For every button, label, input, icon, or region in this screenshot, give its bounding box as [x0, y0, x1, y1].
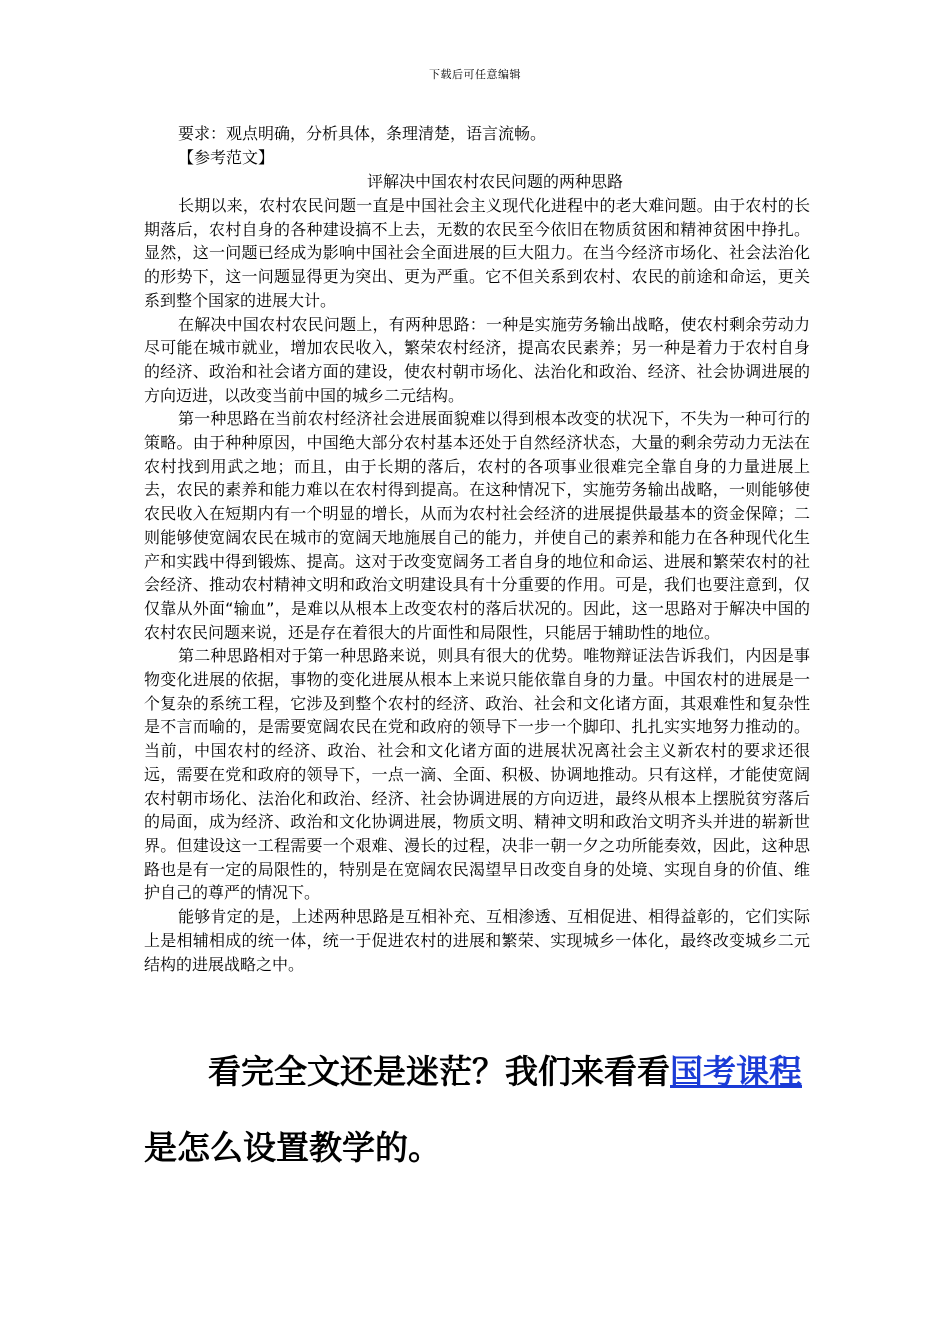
- promo-prefix: 看完全文还是迷茫？我们来看看: [208, 1052, 670, 1091]
- document-body: [144, 122, 810, 976]
- requirement-text: 要求：观点明确，分析具体，条理清楚，语言流畅。: [178, 124, 547, 143]
- course-link[interactable]: 国考课程: [670, 1052, 802, 1091]
- paragraph-4: 第二种思路相对于第一种思路来说，则具有很大的优势。唯物辩证法告诉我们，内因是事物变化进展的依据，事物的变化进展从根本上来说只能依靠自身的力量。中国农村的进展是一个复杂的系统工程，它涉及到整个农村的经济、政治、社会和文化诸方面，其艰难性和复杂性是不言而喻的，是需要宽阔农民在党和政府的领导下一步一个脚印、扎扎实实地努力推动的。当前，中国农村的经济、政治、社会和文化诸方面的进展状况离社会主义新农村的要求还很远，需要在党和政府的领导下，一点一滴、全面、积极、协调地推动。只有这样，才能使宽阔农村朝市场化、法治化和政治、经济、社会协调进展的方向迈进，最终从根本上摆脱贫穷落后的局面，成为经济、政治和文化协调进展，物质文明、精神文明和政治文明齐头并进的崭新世界。但建设这一工程需要一个艰难、漫长的过程，决非一朝一夕之功所能奏效，因此，这种思路也是有一定的局限性的，特别是在宽阔农民渴望早日改变自身的处境、实现自身的价值、维护自己的尊严的情况下。: [144, 646, 810, 903]
- promo-line-2: 是怎么设置教学的。: [144, 1128, 441, 1167]
- page-header-note: 下载后可任意编辑: [429, 68, 521, 81]
- reference-label: 【参考范文】: [178, 148, 275, 167]
- promo-line-1: [144, 1052, 888, 1092]
- essay-title: 评解决中国农村农民问题的两种思路: [366, 172, 623, 191]
- paragraph-2: 在解决中国农村农民问题上，有两种思路：一种是实施劳务输出战略，使农村剩余劳动力尽可能在城市就业，增加农民收入，繁荣农村经济，提高农民素养；另一种是着力于农村自身的经济、政治和社会诸方面的建设，使农村朝市场化、法治化和政治、经济、社会协调进展的方向迈进，以改变当前中国的城乡二元结构。: [144, 314, 810, 405]
- paragraph-5: 能够肯定的是，上述两种思路是互相补充、互相渗透、互相促进、相得益彰的，它们实际上是相辅相成的统一体，统一于促进农村的进展和繁荣、实现城乡一体化，最终改变城乡二元结构的进展战略之中。: [144, 907, 810, 974]
- paragraph-1: 长期以来，农村农民问题一直是中国社会主义现代化进程中的老大难问题。由于农村的长期落后，农村自身的各种建设搞不上去，无数的农民至今依旧在物质贫困和精神贫困中挣扎。显然，这一问题已经成为影响中国社会全面进展的巨大阻力。在当今经济市场化、社会法治化的形势下，这一问题显得更为突出、更为严重。它不但关系到农村、农民的前途和命运，更关系到整个国家的进展大计。: [144, 196, 810, 310]
- paragraph-3: 第一种思路在当前农村经济社会进展面貌难以得到根本改变的状况下，不失为一种可行的策略。由于种种原因，中国绝大部分农村基本还处于自然经济状态，大量的剩余劳动力无法在农村找到用武之地；而且，由于长期的落后，农村的各项事业很难完全靠自身的力量进展上去，农民的素养和能力难以在农村得到提高。在这种情况下，实施劳务输出战略，一则能够使农民收入在短期内有一个明显的增长，从而为农村社会经济的进展提供最基本的资金保障；二则能够使宽阔农民在城市的宽阔天地施展自己的能力，并使自己的素养和能力在各种现代化生产和实践中得到锻炼、提高。这对于改变宽阔务工者自身的地位和命运、进展和繁荣农村的社会经济、推动农村精神文明和政治文明建设具有十分重要的作用。可是，我们也要注意到，仅仅靠从外面“输血”，是难以从根本上改变农村的落后状况的。因此，这一思路对于解决中国的农村农民问题来说，还是存在着很大的片面性和局限性，只能居于辅助性的地位。: [144, 409, 810, 642]
